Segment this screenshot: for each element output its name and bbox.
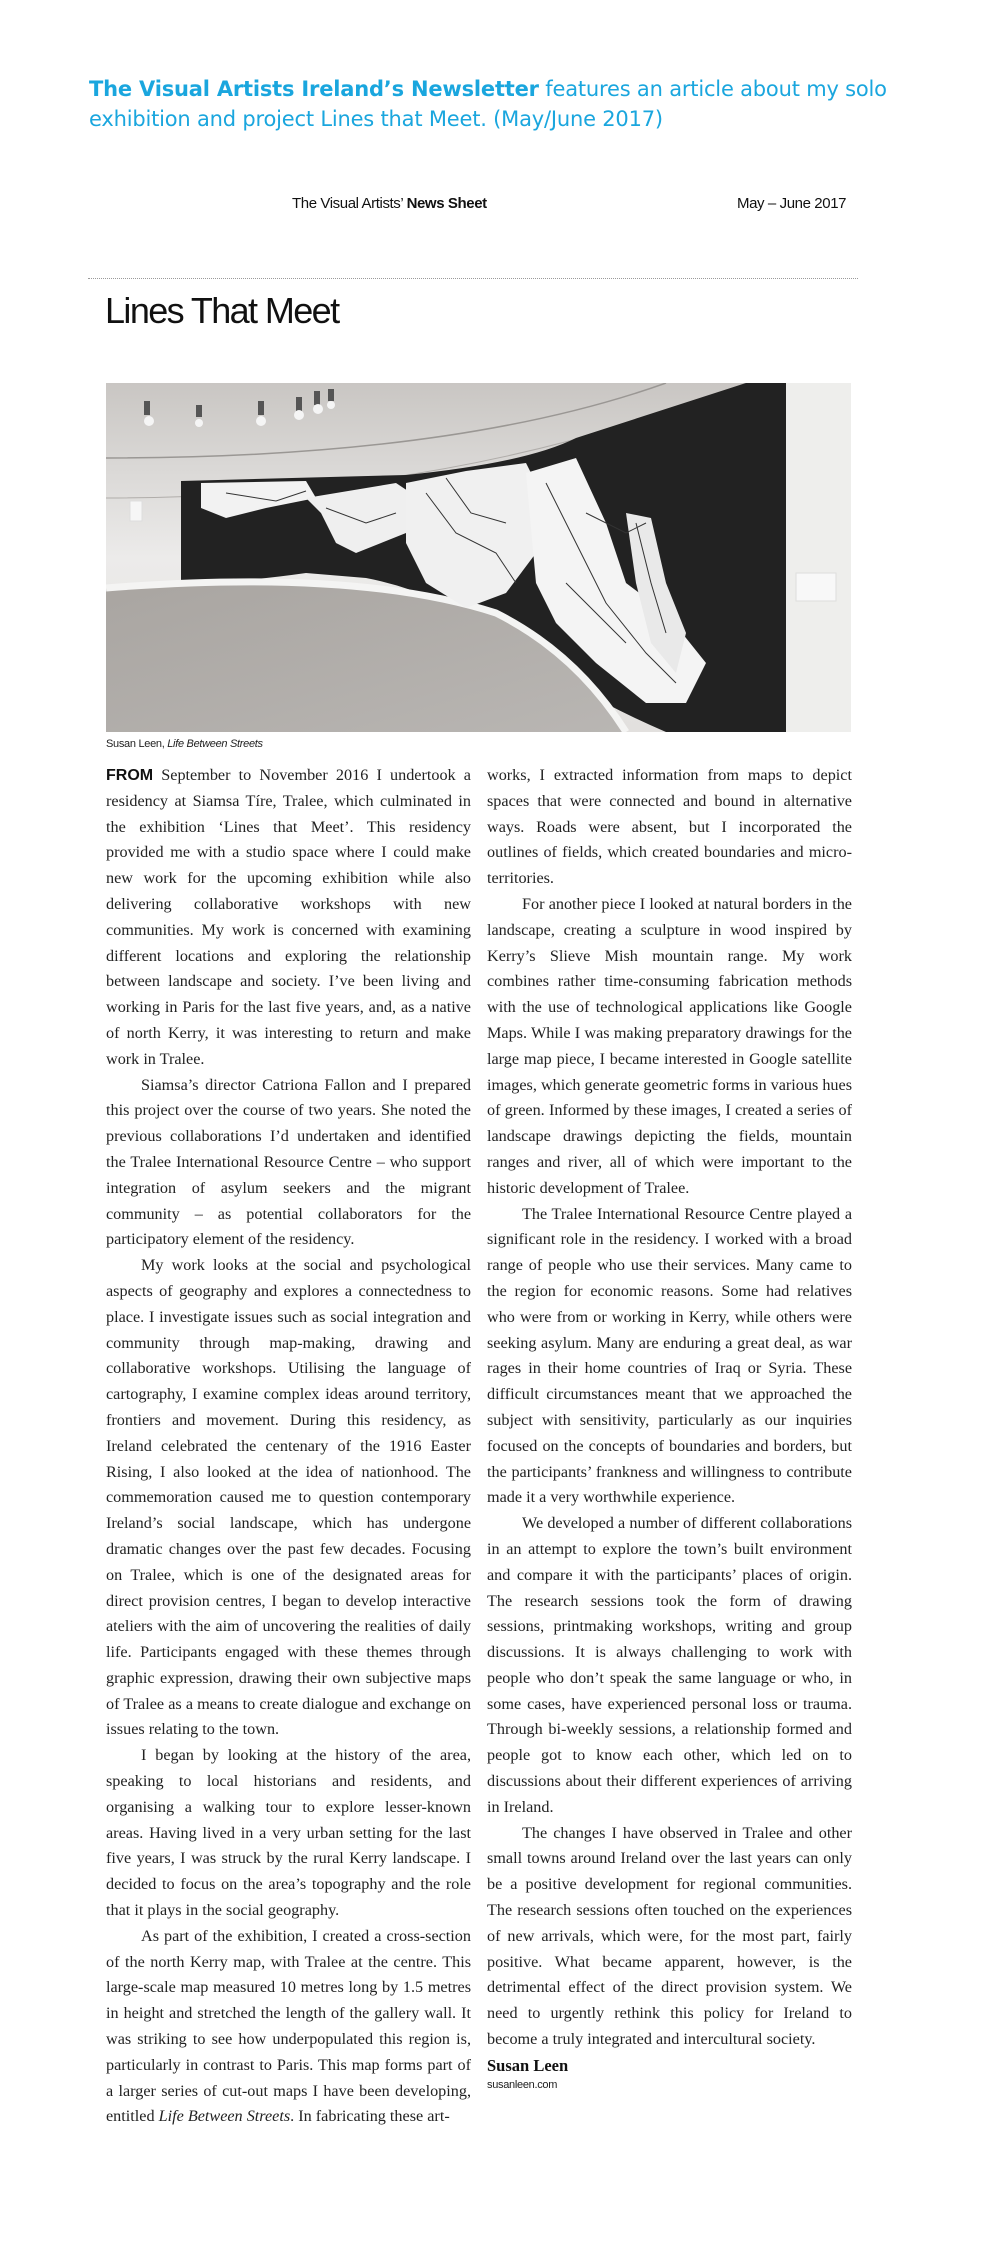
photo-caption [106, 738, 263, 750]
paragraph: We developed a number of different collaborations in an attempt to explore the town’s built environment and compare it with the participants’ places of origin. The research sessions took the form of drawing sessions, printmaking workshops, writing and group discussions. It is always challenging to work with people who don’t speak the same language or who, in some cases, have experienced personal loss or trauma. Through bi-weekly sessions, a relationship formed and people got to know each other, which led on to discussions about their different experiences of arriving in Ireland. [487, 1514, 852, 1816]
paragraph: My work looks at the social and psychological aspects of geography and explores a connectedness to place. I investigate issues such as social integration and community through map-making, drawing and collaborative workshops. Utilising the language of cartography, I examine complex ideas around territory, frontiers and movement. During this residency, as Ireland celebrated the centenary of the 1916 Easter Rising, I also looked at the idea of nationhood. The commemoration caused me to question contemporary Ireland’s social landscape, which has undergone dramatic changes over the past few decades. Focusing on Tralee, which is one of the designated areas for direct provision centres, I began to develop interactive ateliers with the aim of uncovering the realities of daily life. Participants engaged with these themes through graphic expression, drawing their own subjective maps of Tralee as a means to create dialogue and exchange on issues relating to the town. [106, 1256, 471, 1739]
publication-name [292, 195, 487, 212]
masthead [0, 193, 990, 217]
paragraph: Siamsa’s director Catriona Fallon and I prepared this project over the course of two years. She noted the previous collaborations I’d undertaken and identified the Tralee International Resource Centre – who support integration of asylum seekers and the migrant community – as potential collaborators for the participatory element of the residency. [106, 1075, 471, 1249]
article-column-right [487, 763, 852, 2093]
intro-description: features an article about my solo exhibition and project Lines that Meet. (May/June 2017) [89, 77, 887, 131]
publication-prefix: The Visual Artists’ [292, 195, 407, 212]
article-title: Lines That Meet [105, 290, 339, 331]
lead-word: FROM [106, 767, 154, 784]
paragraph: The changes I have observed in Tralee and other small towns around Ireland over the last years can only be a positive development for regional communities. The research sessions often touched on the experiences of new arrivals, which were, for the most part, fairly positive. What became apparent, however, is the detrimental effect of the direct provision system. We need to urgently rethink this policy for Ireland to become a truly integrated and intercultural society. [487, 1823, 852, 2049]
artwork-title: Life Between Streets [158, 2107, 291, 2126]
author-website: susanleen.com [487, 2078, 558, 2091]
paragraph: works, I extracted information from maps to depict spaces that were connected and bound in alternative ways. Roads were absent, but I incorporated the outlines of fields, which created boundaries and micro-territories. [487, 766, 852, 888]
article-photo [106, 383, 851, 732]
publication-bold: News Sheet [406, 195, 487, 212]
paragraph: As part of the exhibition, I created a cross-section of the north Kerry map, with Tralee at the centre. This large-scale map measured 10 metres long by 1.5 metres in height and stretched the length of the gallery wall. It was striking to see how underpopulated this region is, particularly in contrast to Paris. This map forms part of a larger series of cut-out maps I have been developing, entitled Life Between Streets. In fabricating these art- [106, 1926, 471, 2126]
issue-date: May – June 2017 [737, 195, 847, 212]
caption-artist: Susan Leen, [106, 738, 168, 750]
paragraph: I began by looking at the history of the area, speaking to local historians and residents, and organising a walking tour to explore lesser-known areas. Having lived in a very urban setting for the last five years, I was struck by the rural Kerry landscape. I decided to focus on the area’s topography and the role that it plays in the social geography. [106, 1746, 471, 1920]
article-column-left [106, 763, 471, 2130]
dotted-divider [88, 278, 858, 279]
author-name: Susan Leen [487, 2055, 569, 2075]
newsletter-intro [89, 74, 909, 134]
paragraph: FROM September to November 2016 I undertook a residency at Siamsa Tíre, Tralee, which culminated in the exhibition ‘Lines that Meet’. This residency provided me with a studio space where I could make new work for the upcoming exhibition while also delivering collaborative workshops with new communities. My work is concerned with examining different locations and exploring the relationship between landscape and society. I’ve been living and working in Paris for the last five years, and, as a native of north Kerry, it was interesting to return and make work in Tralee. [106, 766, 471, 1068]
paragraph: For another piece I looked at natural borders in the landscape, creating a sculpture in wood inspired by Kerry’s Slieve Mish mountain range. My work combines rather time-consuming fabrication methods with the use of technological applications like Google Maps. While I was making preparatory drawings for the large map piece, I became interested in Google satellite images, which generate geometric forms in various hues of green. Informed by these images, I created a series of landscape drawings depicting the fields, mountain ranges and river, all of which were important to the historic development of Tralee. [487, 894, 853, 1197]
intro-newsletter-name: The Visual Artists Ireland’s Newsletter [89, 77, 539, 101]
paragraph: The Tralee International Resource Centre played a significant role in the residency. I worked with a broad range of people who use their services. Many came to the region for economic reasons. Some had relatives who were from or working in Kerry, while others were seeking asylum. Many are enduring a great deal, as war rages in their home countries of Iraq or Syria. These difficult circumstances meant that we approached the subject with sensitivity, particularly as our inquiries focused on the concepts of boundaries and borders, but the participants’ frankness and willingness to contribute made it a very worthwhile experience. [487, 1204, 852, 1507]
caption-artwork-title: Life Between Streets [167, 738, 263, 750]
